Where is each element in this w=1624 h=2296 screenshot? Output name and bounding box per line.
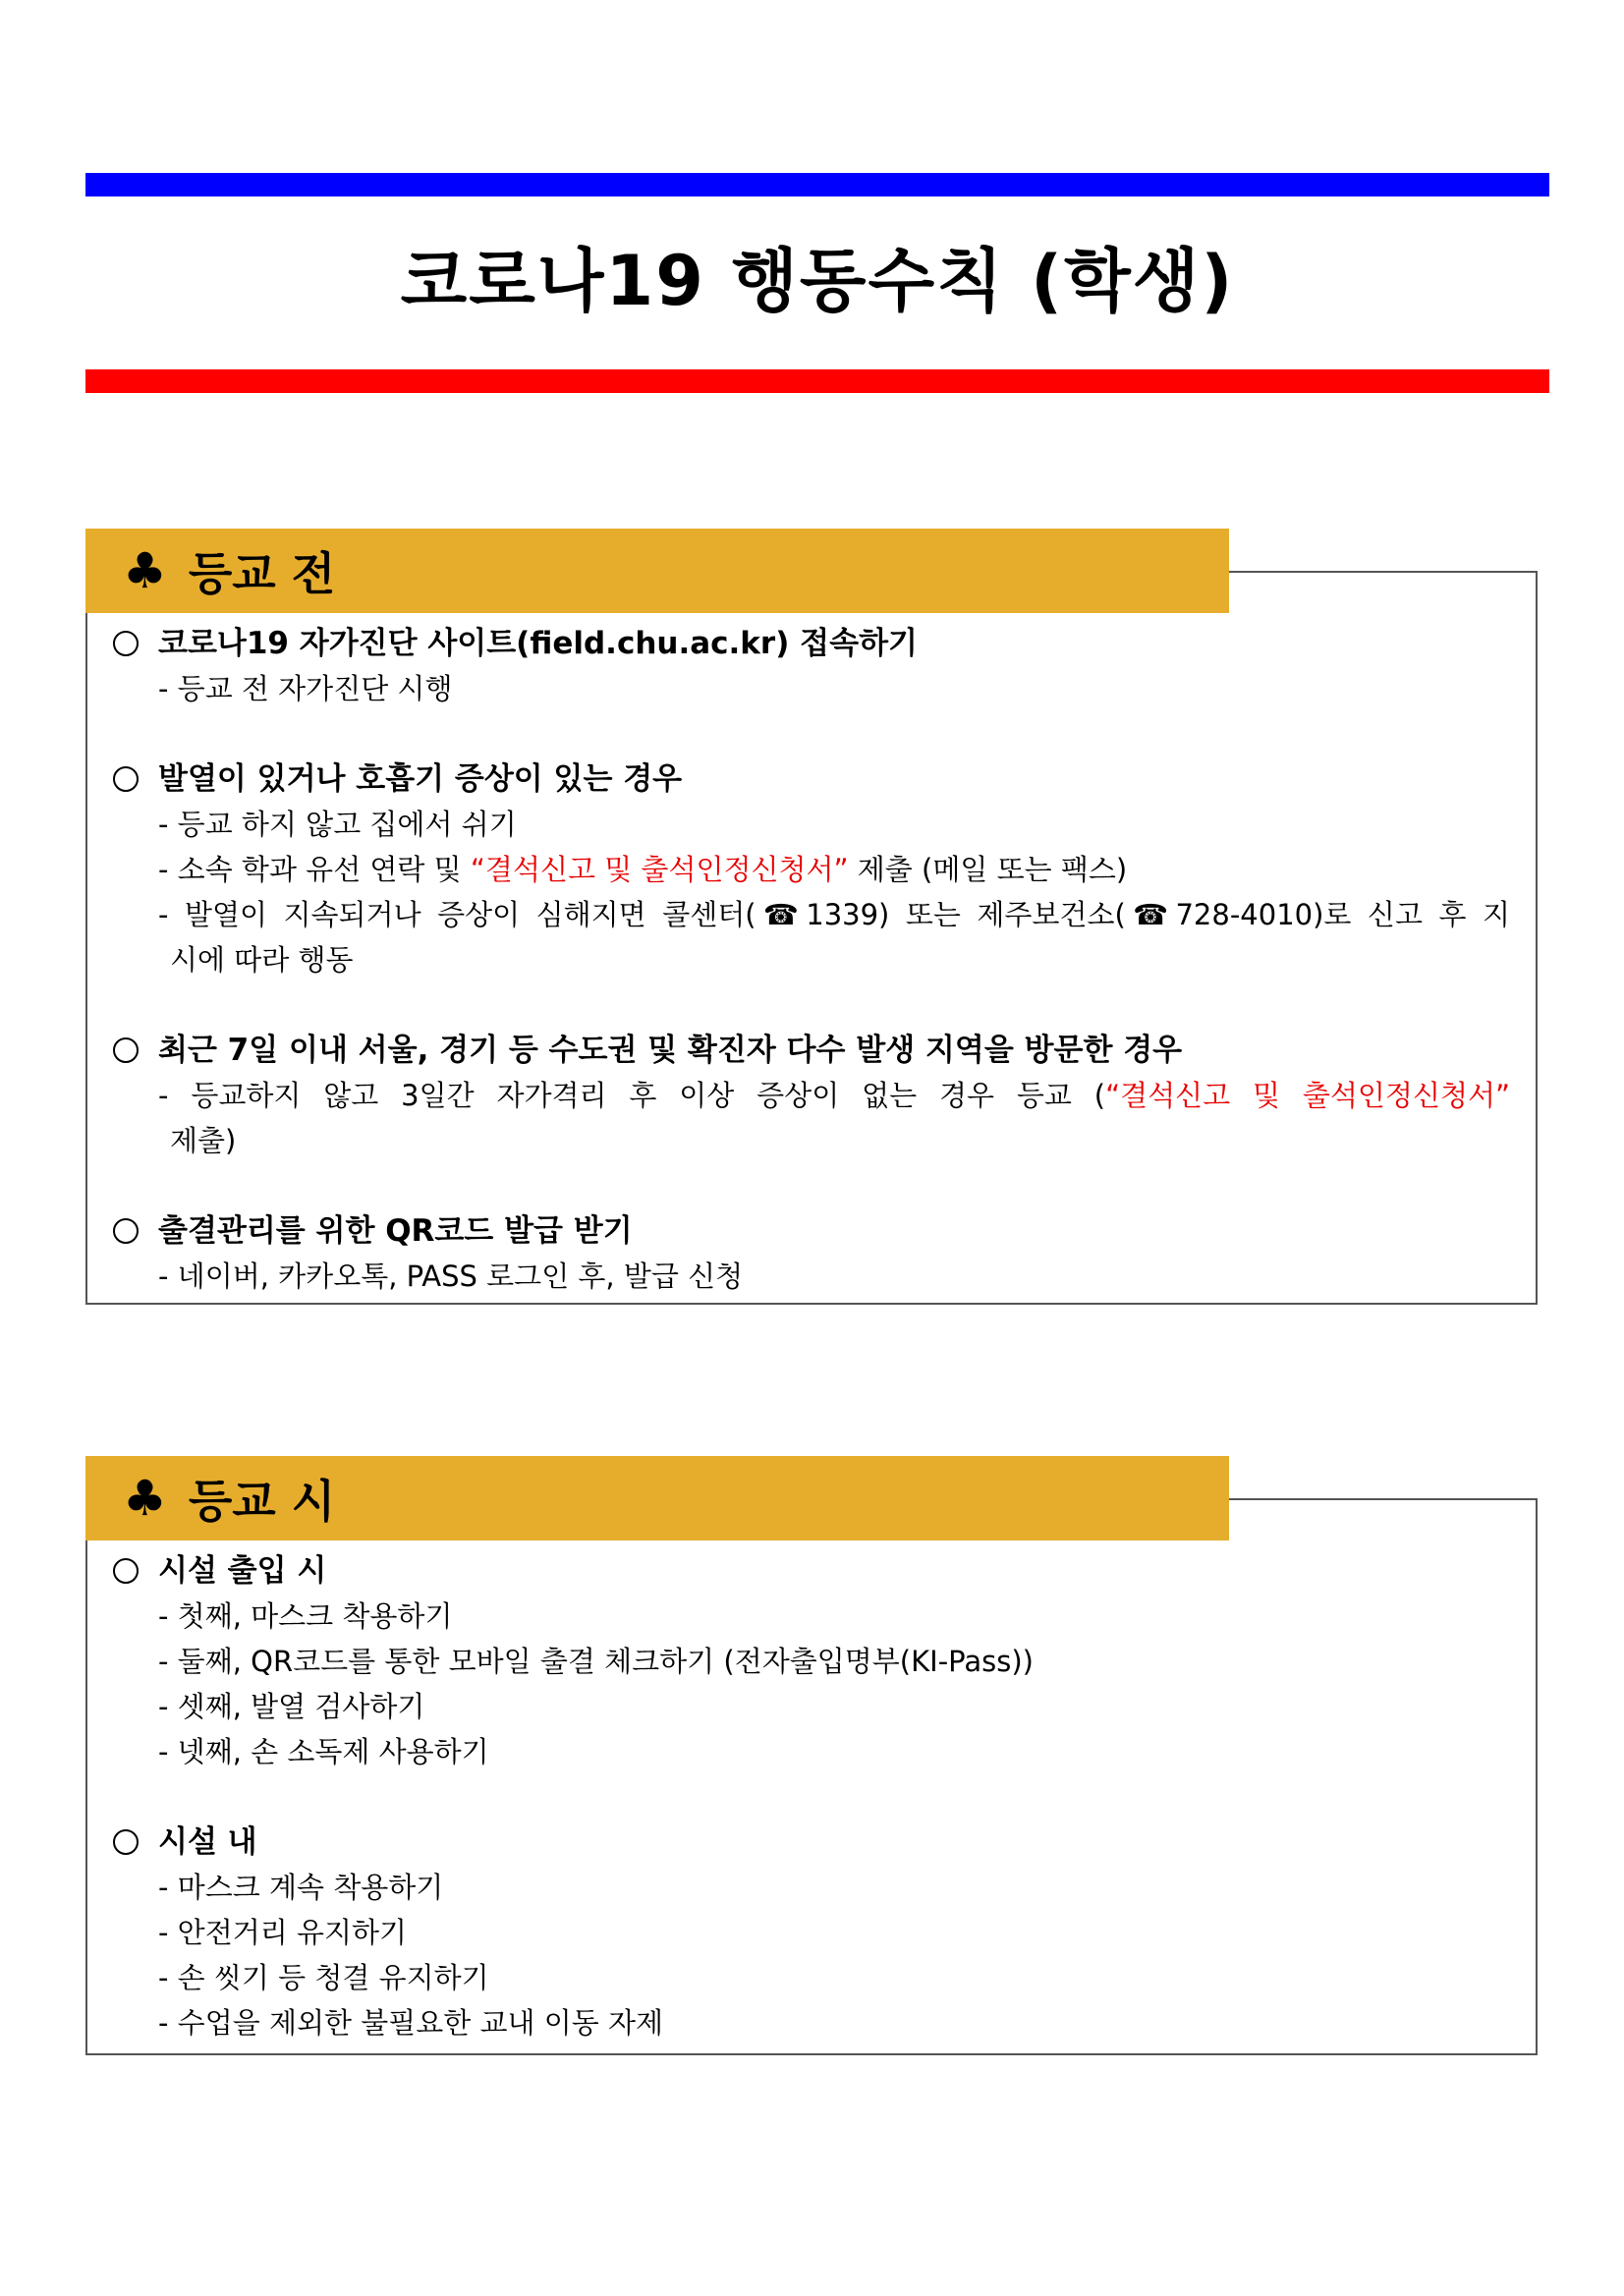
circle-bullet-icon — [113, 1037, 139, 1063]
circle-bullet-icon — [113, 1218, 139, 1244]
list-item-detail: - 넷째, 손 소독제 사용하기 — [158, 1735, 489, 1768]
detail-text-line2: 시에 따라 행동 — [170, 943, 354, 977]
item-title-text: 최근 7일 이내 서울, 경기 등 수도권 및 확진자 다수 발생 지역을 방문한 경우 — [158, 1033, 1183, 1068]
section-before-school — [85, 529, 1538, 1303]
detail-text: - 소속 학과 유선 연락 및 — [158, 853, 471, 886]
item-title-text: 시설 출입 시 — [158, 1553, 327, 1589]
highlight-form-name: “결석신고 및 출석인정신청서” — [1105, 1079, 1511, 1112]
item-title-text: 시설 내 — [158, 1824, 257, 1860]
list-item-detail: - 손 씻기 등 청결 유지하기 — [158, 1961, 489, 1994]
list-item-title — [113, 621, 1510, 666]
list-item-detail: - 수업을 제외한 불필요한 교내 이동 자제 — [158, 2006, 663, 2040]
list-item-detail: - 네이버, 카카오톡, PASS 로그인 후, 발급 신청 — [158, 1260, 744, 1293]
list-item-title — [113, 1028, 1510, 1073]
list-item-detail — [113, 847, 1510, 892]
section-content — [85, 1540, 1538, 2049]
detail-text: 제출 (메일 또는 팩스) — [848, 853, 1128, 886]
highlight-form-name: “결석신고 및 출석인정신청서” — [470, 853, 849, 886]
list-item-detail — [113, 892, 1510, 982]
section-heading: 등교 시 — [188, 1475, 336, 1528]
list-item-title — [113, 756, 1510, 802]
list-item-detail: - 등교 전 자가진단 시행 — [158, 672, 453, 705]
list-item-detail: - 안전거리 유지하기 — [158, 1916, 408, 1949]
club-suit-icon: ♣ — [123, 1470, 167, 1527]
list-item-detail: - 마스크 계속 착용하기 — [158, 1871, 444, 1904]
detail-text: - 등교하지 않고 3일간 자가격리 후 이상 증상이 없는 경우 등교 ( — [158, 1079, 1106, 1112]
list-item-detail: - 등교 하지 않고 집에서 쉬기 — [158, 808, 517, 841]
list-item-detail: - 셋째, 발열 검사하기 — [158, 1690, 425, 1723]
detail-text-line1: - 발열이 지속되거나 증상이 심해지면 콜센터(☎1339) 또는 제주보건소(☎728-4010)로 신고 후 지 — [158, 898, 1510, 931]
list-item-title — [113, 1820, 1510, 1865]
item-title-text: 코로나19 자가진단 사이트(field.chu.ac.kr) 접속하기 — [158, 626, 918, 661]
item-title-text: 발열이 있거나 호흡기 증상이 있는 경우 — [158, 761, 683, 797]
section-arrival — [85, 1456, 1538, 2049]
detail-text-line1 — [158, 1073, 1510, 1118]
detail-text-line2: 제출) — [170, 1124, 237, 1157]
section-header — [85, 1456, 1229, 1540]
section-heading: 등교 전 — [188, 547, 336, 600]
circle-bullet-icon — [113, 1558, 139, 1584]
list-item-title — [113, 1208, 1510, 1254]
section-content — [85, 613, 1538, 1303]
top-blue-rule — [85, 173, 1549, 196]
circle-bullet-icon — [113, 631, 139, 656]
list-item-detail: - 둘째, QR코드를 통한 모바일 출결 체크하기 (전자출입명부(KI-Pass)) — [158, 1645, 1034, 1678]
section-header — [85, 529, 1229, 613]
list-item-title — [113, 1548, 1510, 1594]
circle-bullet-icon — [113, 1829, 139, 1855]
circle-bullet-icon — [113, 766, 139, 792]
list-item-detail: - 첫째, 마스크 착용하기 — [158, 1599, 453, 1633]
page-title: 코로나19 행동수칙 (학생) — [400, 241, 1235, 321]
item-title-text: 출결관리를 위한 QR코드 발급 받기 — [158, 1213, 633, 1249]
club-suit-icon: ♣ — [123, 542, 167, 599]
bottom-red-rule — [85, 369, 1549, 393]
list-item-detail — [113, 1073, 1510, 1163]
